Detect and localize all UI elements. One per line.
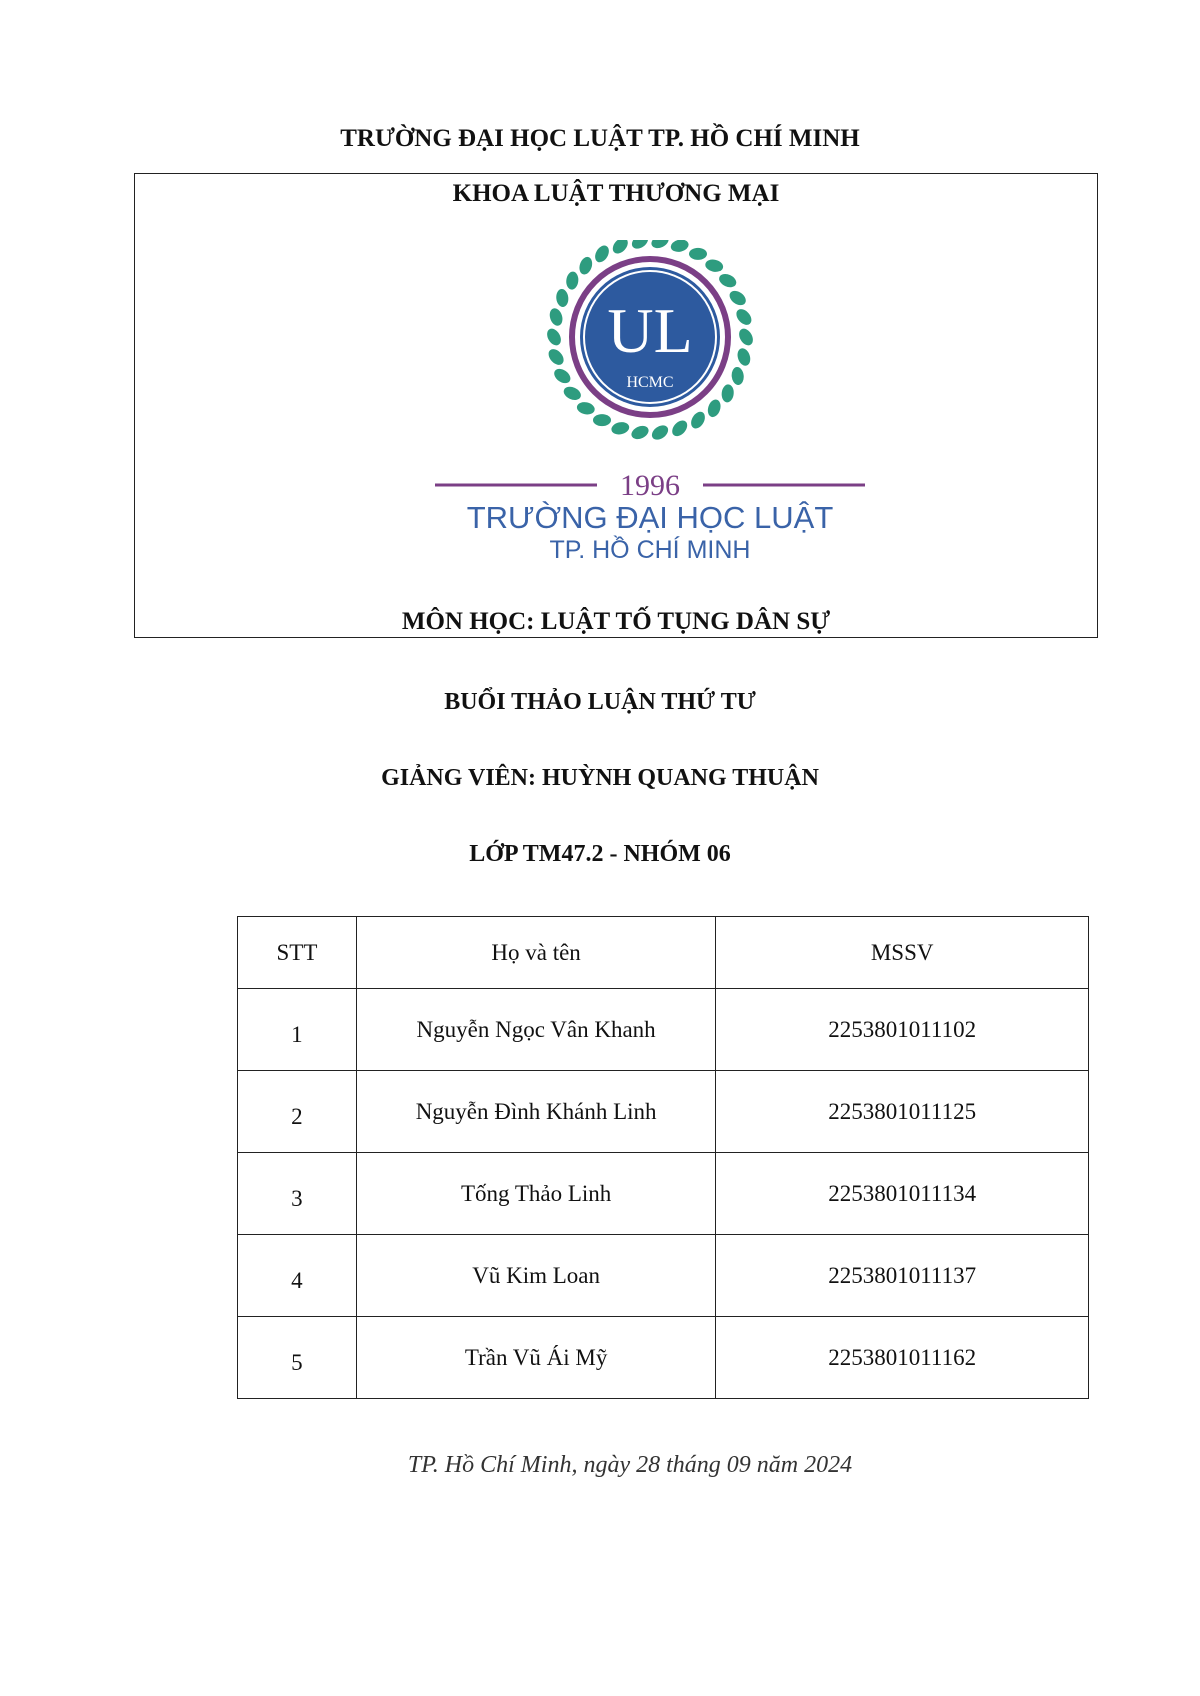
course-title: MÔN HỌC: LUẬT TỐ TỤNG DÂN SỰ (401, 608, 831, 635)
cell-mssv: 2253801011162 (716, 1317, 1089, 1399)
laurel-leaf (577, 255, 594, 276)
cell-mssv: 2253801011102 (716, 989, 1089, 1071)
laurel-leaf (649, 422, 671, 442)
laurel-leaf (735, 347, 752, 368)
cell-stt: 3 (238, 1153, 357, 1235)
cell-mssv: 2253801011125 (716, 1071, 1089, 1153)
table-row (238, 1235, 1089, 1317)
logo-year: 1996 (620, 469, 680, 502)
table-header-row (238, 917, 1089, 989)
laurel-leaf (706, 398, 723, 419)
cell-stt: 5 (238, 1317, 357, 1399)
member-table (237, 916, 1089, 1399)
faculty-name: KHOA LUẬT THƯƠNG MẠI (452, 180, 780, 207)
cell-name: Nguyễn Đình Khánh Linh (356, 1071, 716, 1153)
laurel-leaf (733, 306, 754, 327)
laurel-leaf (565, 271, 579, 290)
logo-monogram: UL (607, 295, 693, 366)
laurel-leaf (610, 240, 631, 256)
laurel-leaf (689, 248, 707, 260)
laurel-leaf (704, 258, 724, 273)
header-name: Họ và tên (356, 917, 716, 989)
university-name: TRƯỜNG ĐẠI HỌC LUẬT TP. HỒ CHÍ MINH (340, 125, 860, 152)
table-row (238, 1153, 1089, 1235)
cell-name: Nguyễn Ngọc Vân Khanh (356, 989, 716, 1071)
laurel-leaf (669, 418, 690, 439)
laurel-leaf (670, 240, 690, 253)
university-logo (425, 240, 875, 570)
header-mssv: MSSV (716, 917, 1089, 989)
laurel-leaf (546, 346, 567, 367)
cell-name: Tống Thảo Linh (356, 1153, 716, 1235)
laurel-leaf (736, 326, 755, 348)
laurel-leaf (727, 288, 749, 308)
laurel-leaf (593, 414, 611, 426)
laurel-leaf (562, 384, 583, 402)
class-group: LỚP TM47.2 - NHÓM 06 (469, 841, 731, 867)
laurel-leaf (629, 240, 651, 252)
laurel-leaf (721, 384, 735, 403)
cell-mssv: 2253801011137 (716, 1235, 1089, 1317)
cell-name: Trần Vũ Ái Mỹ (356, 1317, 716, 1399)
laurel-leaf (548, 307, 565, 328)
laurel-leaf (688, 409, 707, 431)
laurel-leaf (551, 366, 573, 386)
laurel-leaf (592, 243, 611, 265)
cell-stt: 4 (238, 1235, 357, 1317)
laurel-leaf (610, 421, 630, 436)
cell-stt: 2 (238, 1071, 357, 1153)
logo-name-line1: TRƯỜNG ĐẠI HỌC LUẬT (466, 500, 834, 535)
header-stt: STT (238, 917, 357, 989)
logo-city-code: HCMC (626, 374, 674, 391)
laurel-leaf (555, 288, 569, 307)
laurel-leaf (649, 240, 670, 251)
cell-stt: 1 (238, 989, 357, 1071)
laurel-leaf (731, 366, 745, 385)
laurel-leaf (629, 423, 650, 441)
laurel-leaf (544, 326, 563, 348)
cell-name: Vũ Kim Loan (356, 1235, 716, 1317)
laurel-leaf (717, 271, 738, 289)
cell-mssv: 2253801011134 (716, 1153, 1089, 1235)
laurel-leaf (576, 401, 596, 416)
table-row (238, 1071, 1089, 1153)
place-date: TP. Hồ Chí Minh, ngày 28 tháng 09 năm 2024 (407, 1452, 853, 1478)
session-title: BUỔI THẢO LUẬN THỨ TƯ (444, 689, 756, 715)
table-row (238, 989, 1089, 1071)
table-row (238, 1317, 1089, 1399)
logo-name-line2: TP. HỒ CHÍ MINH (549, 536, 751, 564)
lecturer-name: GIẢNG VIÊN: HUỲNH QUANG THUẬN (381, 765, 819, 791)
